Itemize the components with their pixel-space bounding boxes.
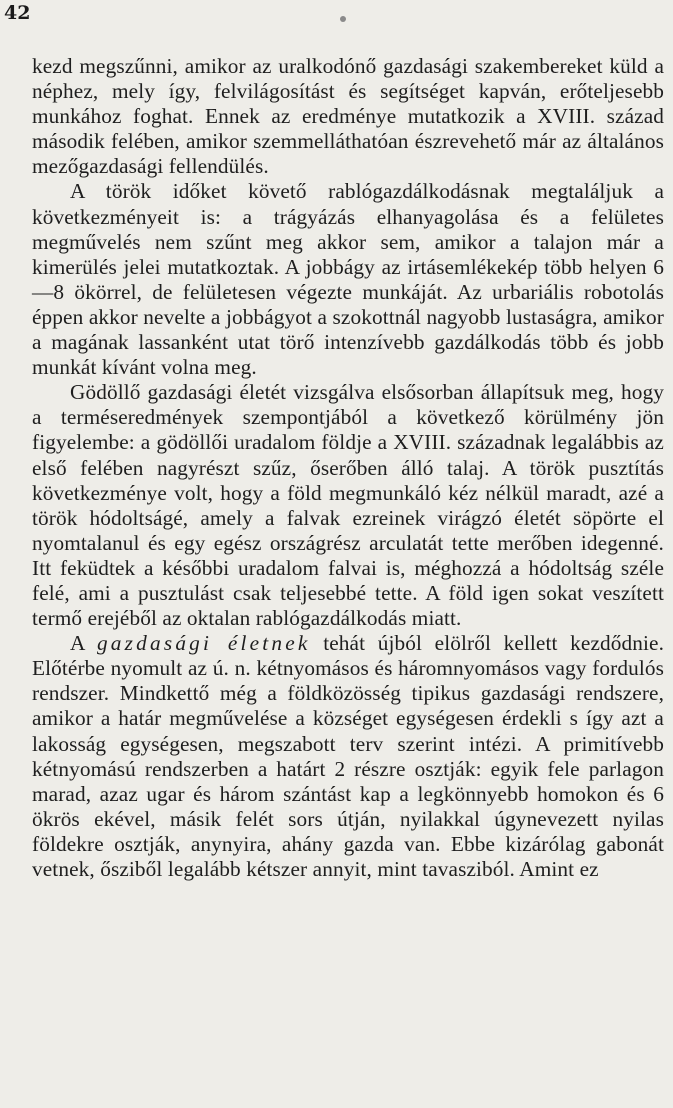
paragraph-4-text: tehát újból elölről kellett kezdődnie. Előtérbe nyomult az ú. n. kétnyomásos és háromnyomásos vagy fordulós rendszer. Mindkettő még a földközösség tipikus gazdasági rendszere, amikor a határ megművelése a községet egységesen érdekli s így azt a lakosság egységesen, megszabott terv szerint intézi. A primitívebb kétnyomású rendszerben a határt 2 részre osztják: egyik fele parlagon marad, azaz ugar és három szántást kap a legkönnyebb homokon és 6 ökrös ekével, másik felét sors útján, nyilakkal úgynevezett nyilas földekre osztják, anynyira, ahány gazda van. Ebbe kizárólag gabonát vetnek, ősziből legalább kétszer annyit, mint tavasziból. Amint ez [32,631,665,881]
body-text [32,54,664,882]
paragraph-4-lead: A [70,631,97,656]
paragraph-1: kezd megszűnni, amikor az uralkodónő gazdasági szakembereket küld a néphez, mely így, felvilágosítást és segítséget kapván, erőteljesebb munkához foghat. Ennek az eredménye mutatkozik a XVIII. század második felében, amikor szemmelláthatóan észrevehető már az általános mezőgazdasági fellendülés. [32,54,664,179]
page-number: 42 [4,2,31,24]
paragraph-4 [32,631,664,882]
page-speck [340,16,346,22]
paragraph-2: A török időket követő rablógazdálkodásnak megtaláljuk a következményeit is: a trágyázás elhanyagolása és a felületes megművelés nem szűnt meg akkor sem, amikor a talajon már a kimerülés jelei mutatkoztak. A jobbágy az irtásemlékekép több helyen 6—8 ökörrel, de felületesen végezte munkáját. Az urbariális robotolás éppen akkor nevelte a jobbágyot a szokottnál nagyobb lustaságra, amikor a magának lassanként utat törő intenzívebb gazdálkodás több és jobb munkát kívánt volna meg. [32,179,664,380]
paragraph-3: Gödöllő gazdasági életét vizsgálva elsősorban állapítsuk meg, hogy a terméseredmények szempontjából a következő körülmény jön figyelembe: a gödöllői uradalom földje a XVIII. századnak legalábbis az első felében nagyrészt szűz, őserőben álló talaj. A török pusztítás következménye volt, hogy a föld megmunkáló kéz nélkül maradt, azé a török hódoltságé, amely a falvak ezreinek virágzó életét söpörte el nyomtalanul és egy egész országrész arculatát tette merőben idegenné. Itt feküdtek a későbbi uradalom falvai is, méghozzá a hódoltság széle felé, ami a pusztulást csak teljesebbé tette. A föld igen sokat veszített termő erejéből az oktalan rablógazdálkodás miatt. [32,380,664,631]
paragraph-4-emphasis: gazdasági életnek [96,631,311,656]
